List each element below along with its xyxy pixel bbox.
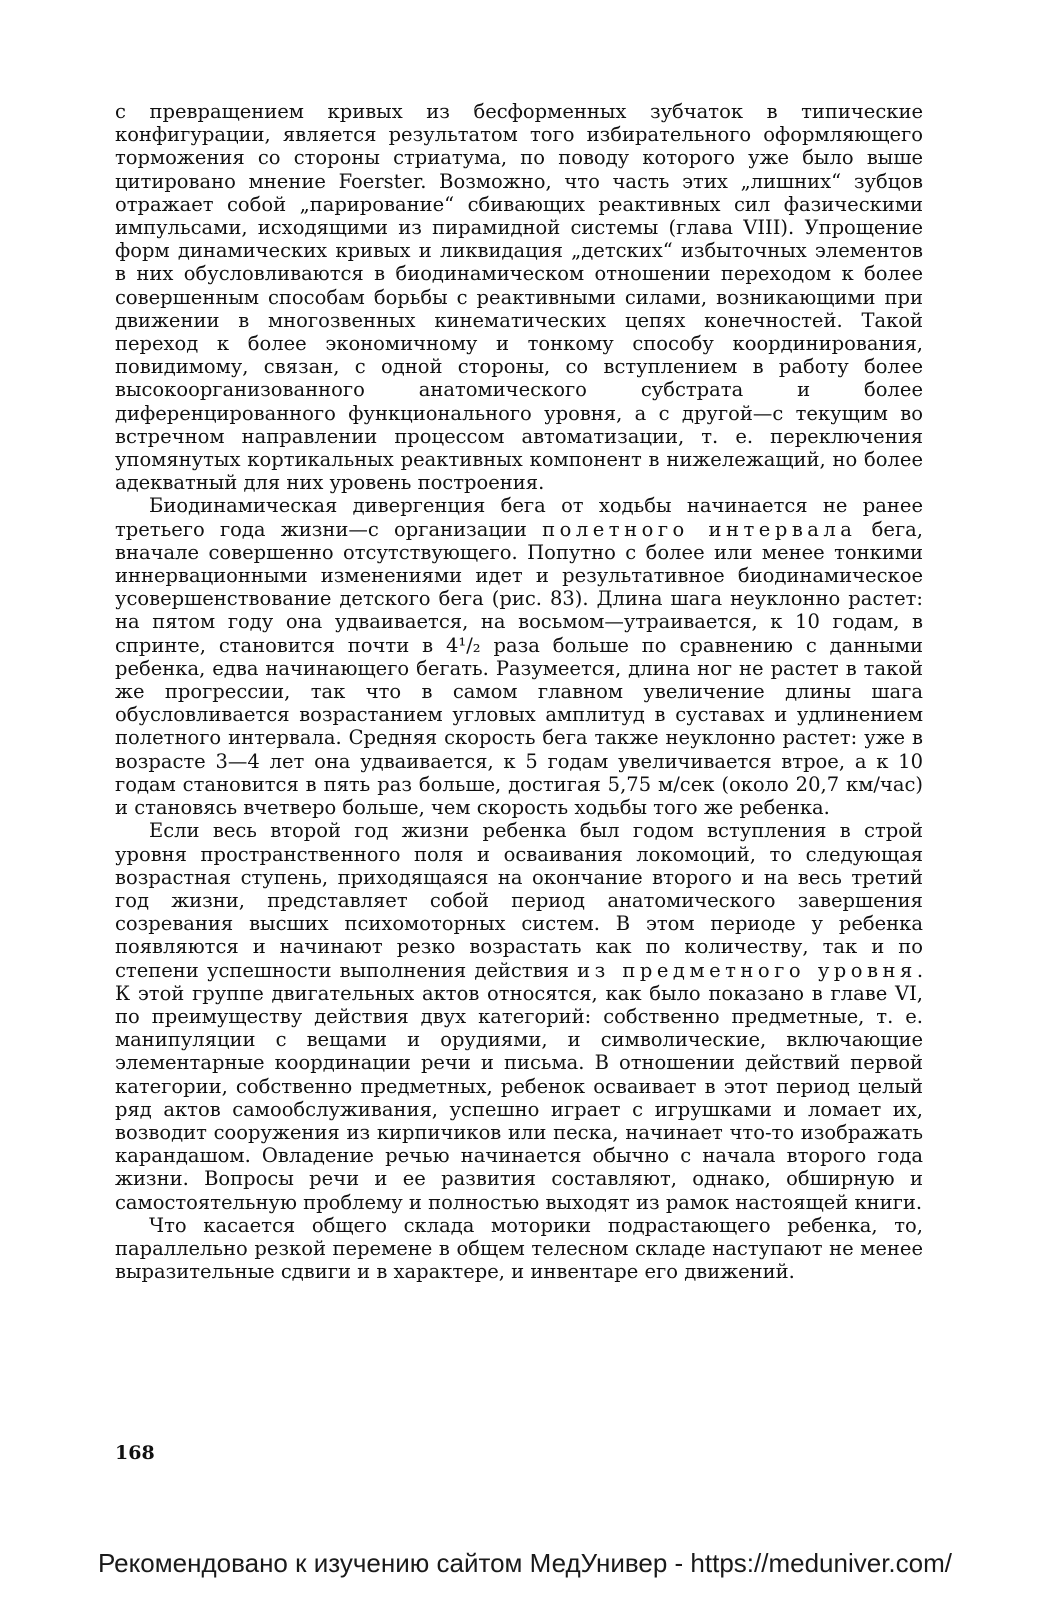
footer-watermark: Рекомендовано к изучению сайтом МедУнивер - https://meduniver.com/ [97,1548,952,1578]
paragraph-4: Что касается общего склада моторики подрастающего ребенка, то, параллельно резкой перемене в общем телесном складе наступают не менее выразительные сдвиги и в характере, и инвентаре его движений. [115,1213,923,1284]
paragraph-3-part-b: . К этой группе двигательных актов относятся, как было показано в главе VI, по преимуществу действия двух категорий: собственно предметные, т. е. манипуляции с вещами и орудиями, и символические, включающие элементарные координации речи и письма. В отношении действий первой категории, собственно предметных, ребенок осваивает в этот период целый ряд актов самообслуживания, успешно играет с игрушками и ломает их, возводит сооружения из кирпичиков или песка, начинает что-то изображать карандашом. Овладение речью начинается обычно с начала второго года жизни. Вопросы речи и ее развития составляют, однако, обширную и самостоятельную проблему и полностью выходят из рамок настоящей книги. [115,958,924,1214]
page-number: 168 [115,1442,155,1464]
paragraph-2-part-a: Биодинамическая дивергенция бега от ходьбы начинается не ранее третьего года жизни—с организации [115,494,923,541]
paragraph-1: с превращением кривых из бесформенных зубчаток в типические конфигурации, является результатом того избирательного оформляющего торможения со стороны стриатума, по поводу которого уже было выше цитировано мнение Foerster. Возможно, что часть этих „лишних“ зубцов отражает собой „парирование“ сбивающих реактивных сил фазическими импульсами, исходящими из пирамидной системы (глава VIII). Упрощение форм динамических кривых и ликвидация „детских“ избыточных элементов в них обусловливаются в биодинамическом отношении переходом к более совершенным способам борьбы с реактивными силами, возникающими при движении в многозвенных кинематических цепях конечностей. Такой переход к более экономичному и тонкому способу координирования, повидимому, связан, с одной стороны, со вступлением в работу более высокоорганизованного анатомического субстрата и более диференцированного функционального уровня, а с другой—с текущим во встречном направлении процессом автоматизации, т. е. переключения упомянутых кортикальных реактивных компонент в нижележащий, но более адекватный для них уровень построения. [115,100,923,495]
spaced-term-flight-interval: полетного интервала [542,517,857,541]
paragraph-3-part-a: Если весь второй год жизни ребенка был годом вступления в строй уровня пространственного поля и осваивания локомоций, то следующая возрастная ступень, приходящаяся на окончание второго и на весь третий год жизни, представляет собой период анатомического завершения созревания высших психомоторных систем. В этом периоде у ребенка появляются и начинают резко возрастать как по количеству, так и по степени успешности выполнения действия [115,819,923,982]
paragraph-2 [115,494,923,819]
paragraph-3 [115,819,923,1213]
page-body [115,100,923,1283]
paragraph-2-part-b: бега, вначале совершенно отсутствующего. Попутно с более или менее тонкими иннервационными изменениями идет и результативное биодинамическое усовершенствование детского бега (рис. 83). Длина шага неуклонно растет: на пятом году она удваивается, на восьмом—утраивается, к 10 годам, в спринте, становится почти в 4¹/₂ раза больше по сравнению с данными ребенка, едва начинающего бегать. Разумеется, длина ног не растет в такой же прогрессии, так что в самом главном увеличение длины шага обусловливается возрастанием угловых амплитуд в суставах и удлинением полетного интервала. Средняя скорость бега также неуклонно растет: уже в возрасте 3—4 лет она удваивается, к 5 годам увеличивается втрое, а к 10 годам становится в пять раз больше, достигая 5,75 м/сек (около 20,7 км/час) и становясь вчетверо больше, чем скорость ходьбы того же ребенка. [115,517,924,820]
spaced-term-object-level: из предметного уровня [577,958,917,982]
